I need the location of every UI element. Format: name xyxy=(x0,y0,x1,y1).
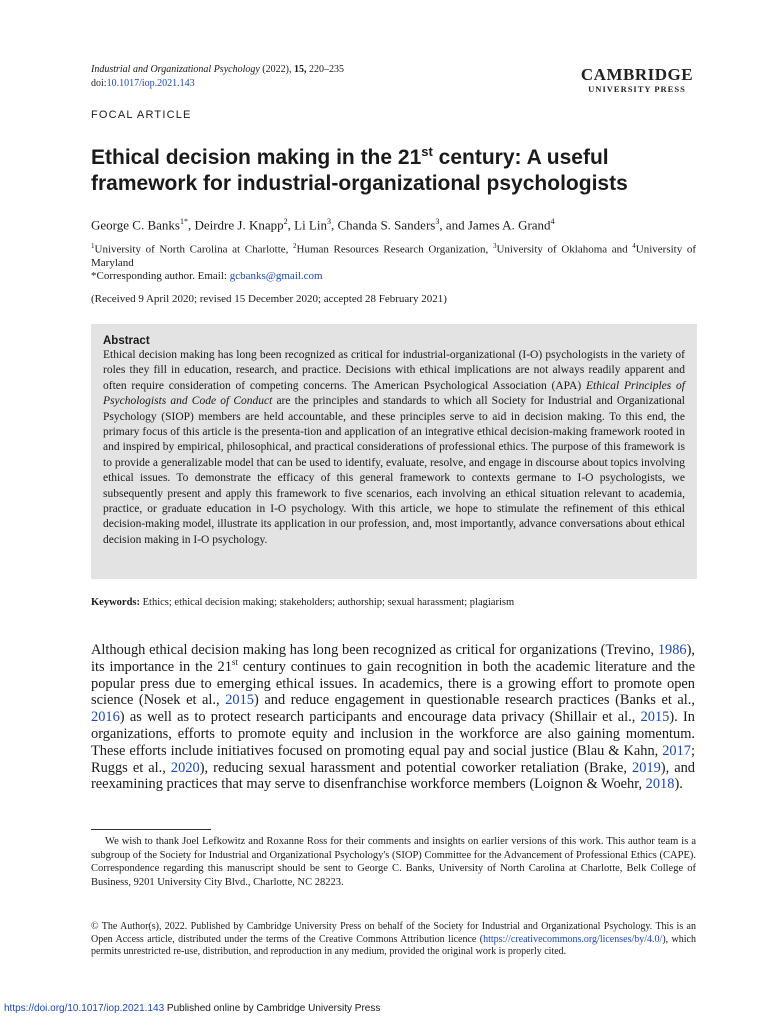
body-paragraph: Although ethical decision making has long been recognized as critical for organizations (Trevino, 1986), its importance in the 21st century continues to gain recognition in both the academic literature and the popular press due to emerging ethical issues. In academics, there is a growing effort to promote open science (Nosek et al., 2015) and reduce engagement in questionable research practices (Banks et al., 2016) as well as to protect research participants and encourage data privacy (Shillair et al., 2015). In organizations, efforts to promote equity and inclusion in the workforce are also gaining momentum. These efforts include initiatives focused on promoting equal pay and social justice (Blau & Kahn, 2017; Ruggs et al., 2020), reducing sexual harassment and potential coworker retaliation (Brake, 2019), and reexamining practices that may serve to disenfranchise workforce members (Loignon & Woehr, 2018). xyxy=(91,642,696,793)
journal-volume: 15, xyxy=(293,64,307,75)
email-link[interactable]: gcbanks@gmail.com xyxy=(229,269,323,282)
affiliations: $^1$University of North Carolina at Charlotte, $^2$Human Resources Research Organization, $^3$University of Oklahoma and $^4$University of Maryland *Corresponding author. Email: gcbanks@gmail.com xyxy=(91,242,697,282)
keywords-text: Ethics; ethical decision making; stakeholders; authorship; sexual harassment; plagiarism xyxy=(142,597,515,608)
bottom-doi-bar xyxy=(4,1003,380,1014)
ref-link[interactable]: 1986 xyxy=(657,642,687,658)
corresponding-label: *Corresponding author. Email: xyxy=(91,269,230,282)
doi-link[interactable]: 10.1017/iop.2021.143 xyxy=(106,78,195,89)
ref-link[interactable]: 2020 xyxy=(170,759,200,776)
published-online: Published online by Cambridge University Press xyxy=(164,1003,381,1014)
received-dates: (Received 9 April 2020; revised 15 December 2020; accepted 28 February 2021) xyxy=(91,293,447,305)
author-4: Chanda S. Sanders xyxy=(337,217,436,233)
abstract-text: Ethical decision making has long been recognized as critical for industrial-organizational (I-O) psychologists in the variety of roles they fill in education, research, and practice. Decisions with ethical implications are not always readily apparent and often require consideration of competing concerns. The American Psychological Association (APA) Ethical Principles of Psychologists and Code of Conduct are the principles and standards to which all Society for Industrial and Organizational Psychology (SIOP) members are held accountable, and these principles serve to aid in decision making. To this end, the primary focus of this article is the presenta-tion and application of an integrative ethical decision-making framework rooted in and inspired by empirical, philosophical, and practical considerations of professional ethics. The purpose of this framework is to provide a generalizable model that can be used to identify, evaluate, resolve, and engage in discourse about topics involving ethical issues. To demonstrate the efficacy of this general framework to contexts germane to I-O psychologists, we subsequently present and apply this framework to five scenarios, each involving an ethical situation relevant to academia, practice, or graduate education in I-O psychology. With this article, we hope to stimulate the refinement of this ethical decision-making model, illustrate its application in our profession, and, most importantly, advance conversations about ethical decision making in I-O psychology. xyxy=(103,349,685,546)
journal-year: (2022), xyxy=(262,64,292,75)
footnote-divider xyxy=(91,829,211,830)
journal-pages: 220–235 xyxy=(308,64,344,75)
article-type: FOCAL ARTICLE xyxy=(91,109,192,121)
article-title: Ethical decision making in the 21st century: A useful framework for industrial-organizational psychologists xyxy=(91,144,628,195)
ref-link[interactable]: 2015 xyxy=(640,709,670,726)
keywords-label: Keywords: xyxy=(91,597,140,608)
author-3: Li Lin xyxy=(294,217,327,233)
keywords xyxy=(91,597,697,608)
acknowledgement-footnote: We wish to thank Joel Lefkowitz and Roxanne Ross for their comments and insights on earlier versions of this work. This author team is a subgroup of the Society for Industrial and Organizational Psychology's (SIOP) Committee for the Advancement of Professional Ethics (CAPE). Correspondence regarding this manuscript should be sent to George C. Banks, University of North Carolina at Charlotte, Belk College of Business, 9201 University City Blvd., Charlotte, NC 28223. xyxy=(91,836,696,888)
ref-link[interactable]: 2015 xyxy=(225,692,254,709)
copyright-notice: © The Author(s), 2022. Published by Cambridge University Press on behalf of the Society for Industrial and Organizational Psychology. This is an Open Access article, distributed under the terms of the Creative Commons Attribution licence (https://creativecommons.org/licenses/by/4.0/), which permits unrestricted re-use, distribution, and reproduction in any medium, provided the original work is properly cited. xyxy=(91,921,696,957)
ref-link[interactable]: 2018 xyxy=(645,776,675,793)
abstract-box xyxy=(91,324,697,579)
logo-line1: CAMBRIDGE xyxy=(580,65,694,84)
ref-link[interactable]: 2016 xyxy=(91,709,120,726)
journal-citation xyxy=(91,63,344,91)
author-5: James A. Grand xyxy=(467,217,551,233)
author-2: Deirdre J. Knapp xyxy=(194,217,284,233)
license-link[interactable]: https://creativecommons.org/licenses/by/4.0/ xyxy=(483,933,663,945)
abstract-heading: Abstract xyxy=(103,335,150,347)
logo-line2: UNIVERSITY PRESS xyxy=(588,84,686,94)
author-list: George C. Banks$^{1*}$, Deirdre J. Knapp$^2$, Li Lin$^3$, Chanda S. Sanders$^3$, and James A. Grand$^4$ xyxy=(91,217,555,233)
bottom-doi-link[interactable]: https://doi.org/10.1017/iop.2021.143 xyxy=(4,1003,165,1014)
ref-link[interactable]: 2017 xyxy=(662,742,691,759)
cambridge-logo xyxy=(578,66,696,94)
doi-label: doi: xyxy=(91,78,107,89)
author-1: George C. Banks xyxy=(91,217,180,233)
journal-name: Industrial and Organizational Psychology xyxy=(91,64,260,75)
ref-link[interactable]: 2019 xyxy=(632,759,661,776)
